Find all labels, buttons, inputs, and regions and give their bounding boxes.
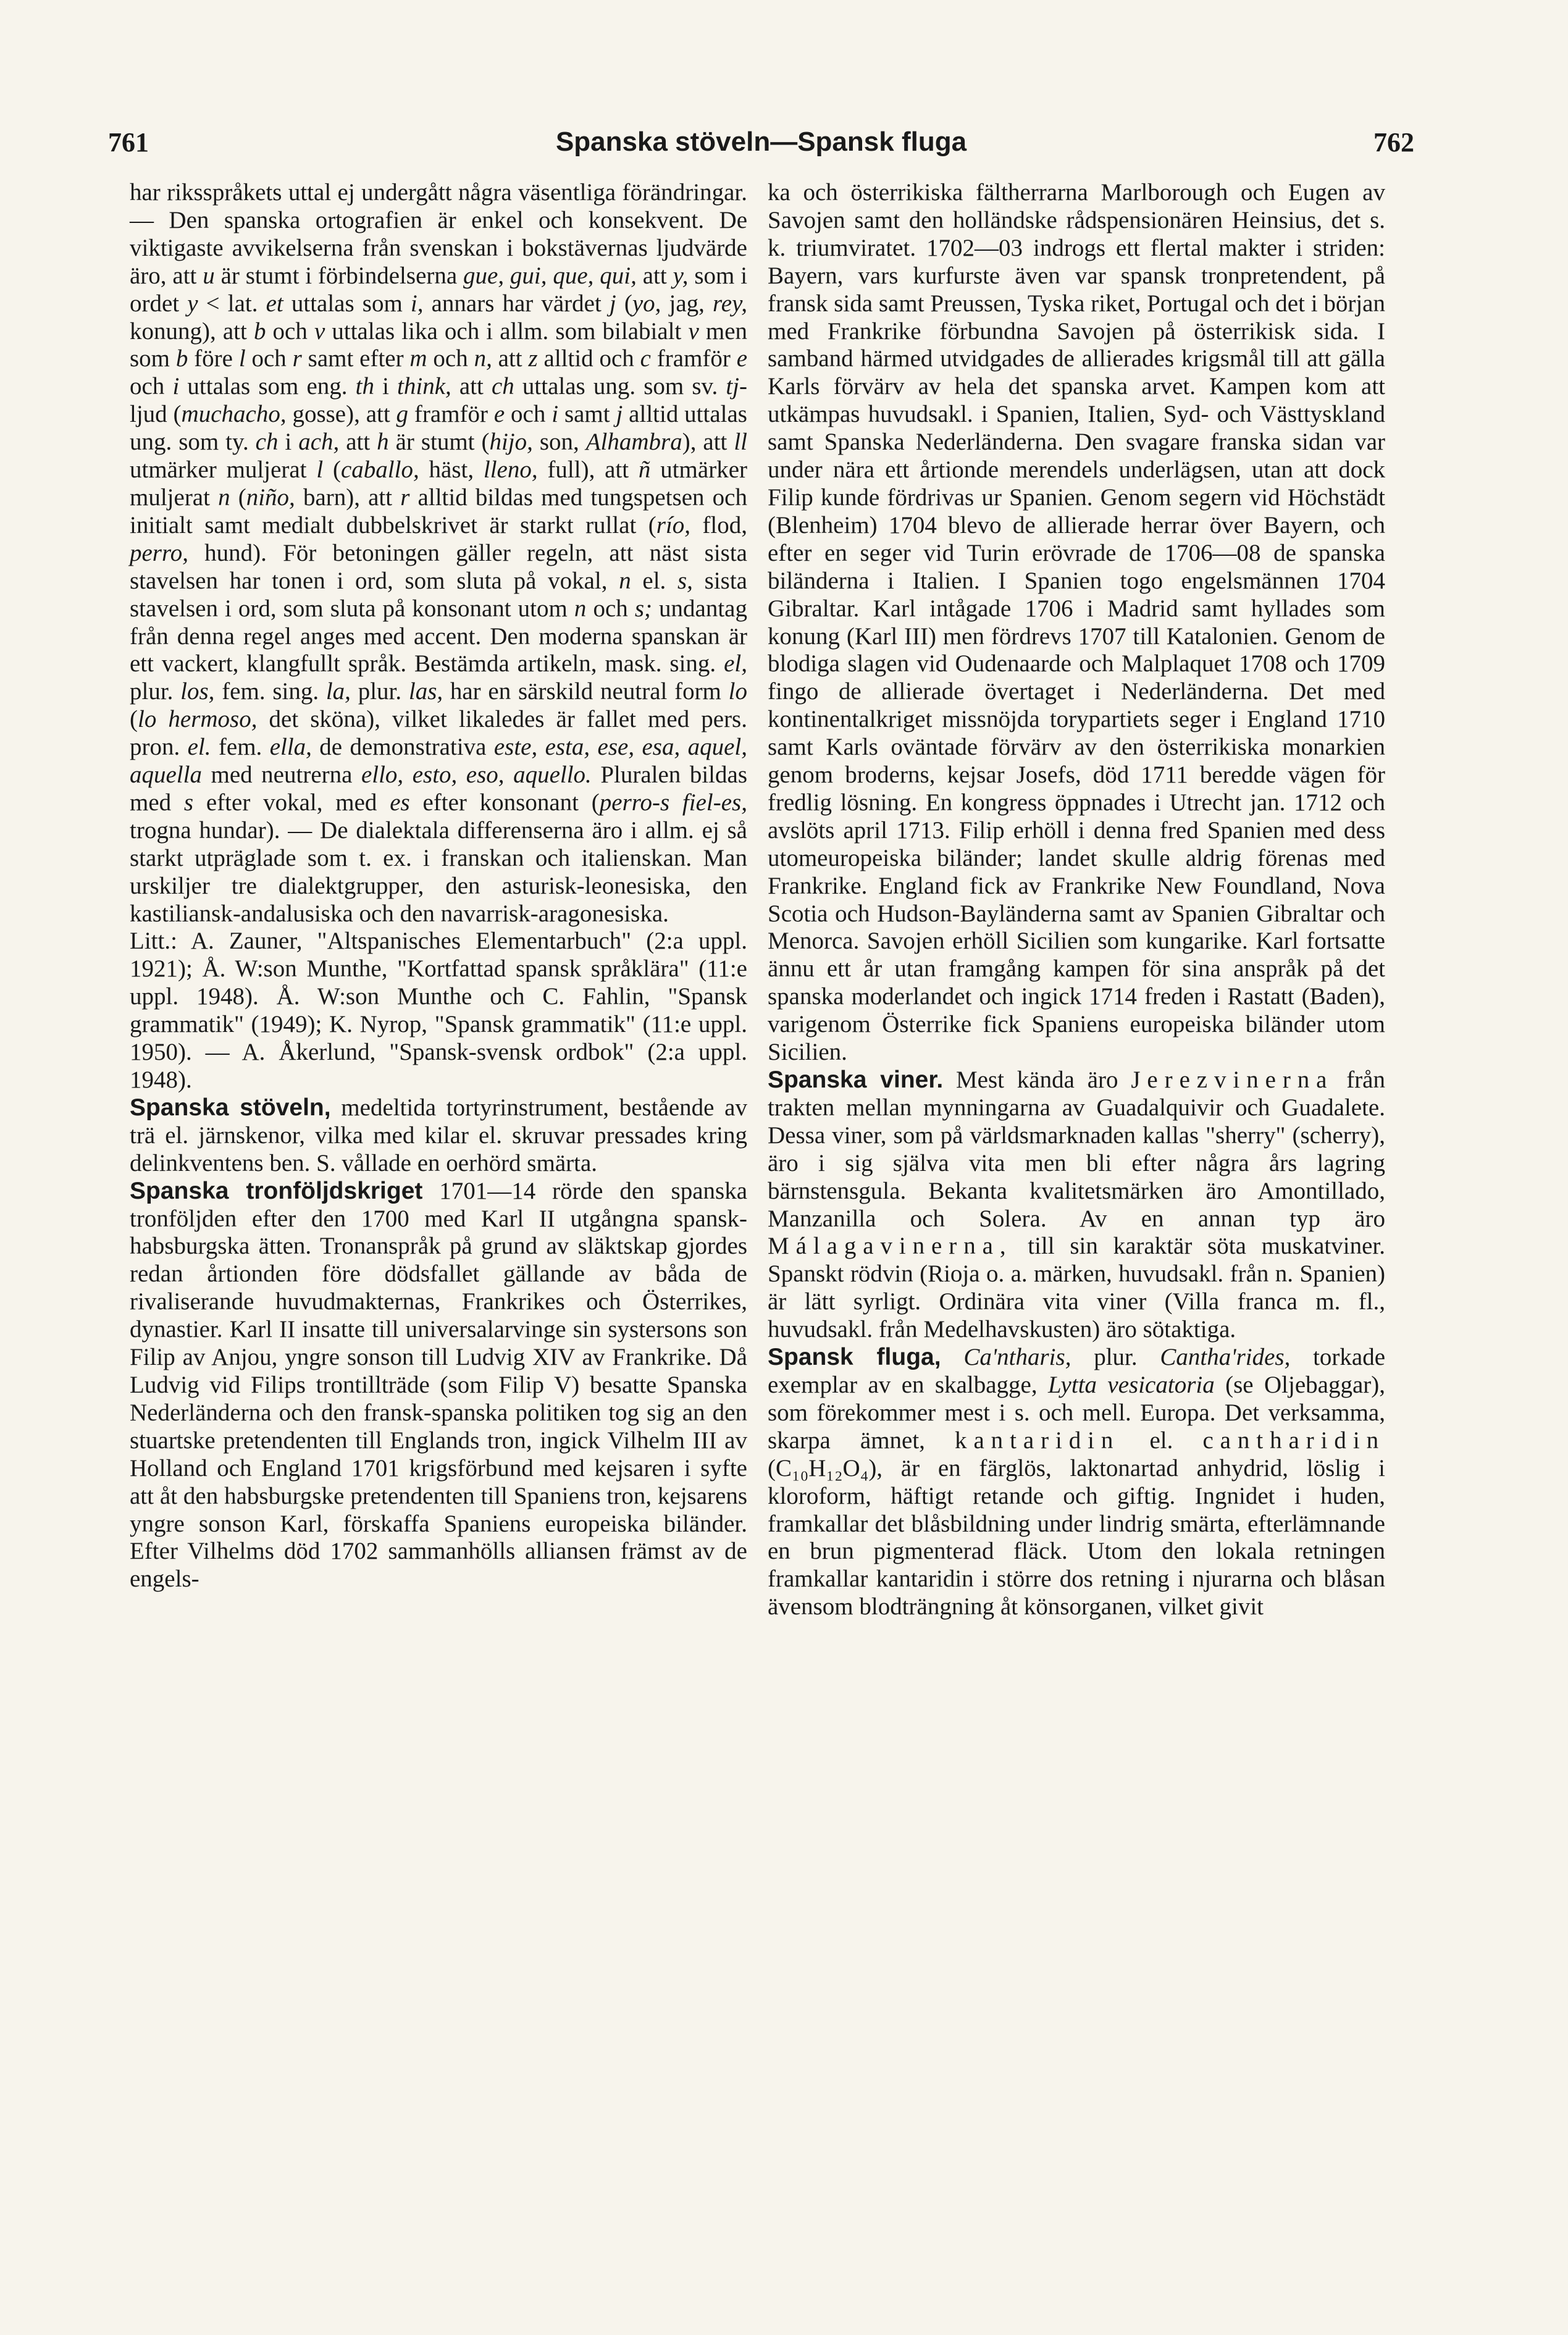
italic-term: b [253,317,266,345]
italic-term: h [377,429,389,456]
text-run: är stumt i förbindelserna [214,262,464,289]
italic-term: río, [656,511,691,539]
text-run: ( [130,706,138,733]
dictionary-entry [130,1178,747,1594]
dictionary-entry [130,1094,747,1178]
italic-term: y, [673,262,689,289]
italic-term: s [183,789,194,816]
text-run: har en särskild neutral form [443,678,729,705]
italic-term: et [266,290,283,317]
text-run: uttalas lika och i allm. som bilabialt [325,317,689,345]
italic-term: n [574,595,587,622]
italic-term: b [175,345,188,372]
text-run: i [278,429,299,456]
italic-term: gue, gui, que, qui, [463,262,637,289]
text-run: ), att [682,429,734,456]
text-run: jag, [661,290,713,317]
text-run: (se Oljebaggar), som förekommer mest i s. och mell. Europa. Det verksamma, skarpa ämnet, [768,1371,1385,1454]
italic-term: m [409,345,427,372]
spaced-term: Málagavinerna, [768,1233,1013,1260]
literature-note [130,928,747,1094]
italic-term: g [396,401,409,428]
text-run: trogna hundar). — De dialektala differenserna äro i allm. ej så starkt utpräglade som t. ex. i franskan och italienskan. Man urskiljer tre dialektgrupper, den asturisk-leonesiska, den kastiliansk-andalusiska och den navarrisk-aragonesiska. [130,816,747,927]
text-run: 1701—14 rörde den spanska tronföljden efter den 1700 med Karl II utgångna spansk-habsburgska ätten. Tronanspråk på grund av släktskap gjordes redan årtionden före dödsfallet gällande av båda de rivaliserande huvudmakternas, Frankrikes och Österrikes, dynastier. Karl II insatte till universalarvinge sin systersons son Filip av Anjou, yngre sonson till Ludvig XIV av Frankrike. Då Ludvig vid Filips trontillträde (som Filip V) besatte Spanska Nederländerna och den fransk-spanska politiken tog sig an den stuartske pretendenten till Englands tron, ingick Vilhelm III av Holland och England 1701 krigsförbund med kejsaren i syfte att åt den habsburgske pretendenten till Spaniens tron, kejsarens yngre sonson Karl, förskaffa Spaniens europeiska biländer. Efter Vilhelms död 1702 sammanhölls alliansen främst av de engels- [130,1177,748,1593]
spaced-term: Jerezvinerna [1131,1067,1334,1093]
text-run: framför [408,401,494,428]
entry-headword: Spanska viner. [768,1067,944,1093]
italic-term: yo, [632,290,661,317]
italic-term: e [493,401,505,428]
running-title: Spanska stöveln—Spansk fluga [555,127,967,157]
text-run: full), att [537,456,639,484]
italic-term: think, [397,373,451,400]
dictionary-entry [768,1344,1385,1621]
italic-term: lleno, [483,456,538,484]
italic-term: ach, [298,429,340,456]
text-run: alltid uttalas ung. som ty. [130,401,747,456]
italic-term: es [390,789,410,816]
italic-term: Alhambra [585,429,682,456]
text-run: och [505,401,552,428]
text-run: samt [558,401,616,428]
text-run: efter konsonant ( [409,789,600,816]
text-run: flod, [690,511,748,539]
entry-headword: Spansk fluga, [768,1344,941,1371]
italic-term: perro, [130,539,188,566]
text-run: son, [532,429,586,456]
italic-term: niño, [246,484,295,511]
text-run: att [492,345,529,372]
page-header [108,127,1414,164]
italic-term: caballo, [340,456,419,484]
text-run: men som [130,317,748,372]
text-run: som i ordet [130,262,748,317]
italic-term: l [316,456,324,484]
text-run: i [374,373,398,400]
italic-term: ch [492,373,514,400]
text-run: hund). För betoningen gäller regeln, att näst sista stavelsen har tonen i ord, som sluta på vokal, [130,539,747,594]
text-run: plur. [350,678,409,705]
text-run: undantag från denna regel anges med accent. Den moderna spanskan är ett vackert, klangfullt språk. Bestämda artikeln, mask. sing. [130,595,747,677]
italic-term: n [619,567,631,594]
italic-term: lo [728,678,747,705]
text-run: gosse), att [286,401,396,428]
text-run: och [245,345,293,372]
dictionary-entry [768,1067,1385,1344]
text-run: barn), att [295,484,401,511]
left-page-number: 761 [108,127,149,157]
italic-term: rey, [713,290,747,317]
italic-term: j [616,401,623,428]
text-run: alltid och [537,345,640,372]
text-run: el. [631,567,677,594]
text-run [941,1344,964,1370]
text-run: det sköna), vilket likaledes är fallet med pers. pron. [130,706,747,761]
italic-term: i, [410,290,424,317]
italic-term: z [528,345,538,372]
italic-term: u [203,262,215,289]
italic-term: ello, esto, eso, aquello. [361,761,592,789]
continued-text [130,179,747,928]
entry-headword: Spanska tronföljdskriget [130,1177,423,1204]
text-run: från trakten mellan mynningarna av Guadalquivir och Guadalete. Dessa viner, som på världsmarknaden kallas "sherry" (scherry), äro i sig själva vita men bli efter några års lagring bärnstensgula. Bekanta kvalitetsmärken äro Amontillado, Manzanilla och Solera. Av en annan typ äro [768,1067,1385,1232]
italic-term: hijo, [489,429,533,456]
italic-term: ll [734,429,747,456]
text-run: plur. [130,678,181,705]
italic-term: l [238,345,246,372]
text-run: el. [1120,1427,1203,1454]
left-column [130,179,747,1593]
italic-term: v [688,317,699,345]
text-run: konung), att [130,317,254,345]
text-run: framför [650,345,737,372]
italic-term: las, [408,678,443,705]
italic-term: tj [726,373,740,400]
italic-term: s; [634,595,652,622]
text-run: (C₁₀H₁₂O₄), är en färglös, laktonartad anhydrid, löslig i kloroform, häftigt retande och giftig. Ingnidet i huden, framkallar det blåsbildning under lindrig smärta, efterlämnande en brun pigmenterad fläck. Utom den lokala retningen framkallar kantaridin i större dos retning i njurarna och blåsan ävensom blodträngning åt könsorganen, vilket givit [768,1454,1385,1620]
italic-term: el, [724,650,747,677]
text-run: ( [230,484,246,511]
italic-term: n [218,484,230,511]
text-run: fem. sing. [214,678,326,705]
text-run: ( [323,456,341,484]
italic-term: r [292,345,302,372]
italic-term: este, esta, ese, esa, aquel, aquella [130,734,747,789]
right-page-number: 762 [1373,127,1414,157]
text-run: < lat. [198,290,266,317]
text-run: uttalas som eng. [179,373,356,400]
text-run: häst, [419,456,484,484]
italic-term: s, [677,567,693,594]
italic-term: th [355,373,374,400]
text-run: ka och österrikiska fältherrarna Marlborough och Eugen av Savojen samt den holländske rådspensionären Heinsius, det s. k. triumviratet. 1702—03 indrogs ett flertal makter i striden: Bayern, vars kurfurste även var spansk tronpretendent, på fransk sida samt Preussen, Tyska riket, Portugal och det i början med Frankrike förbundna Savojen på österrikisk sida. I samband härmed utvidgades de allierades krigsmål till att gälla Karls förvärv av hela det spanska arvet. Kampen kom att utkämpas huvudsakl. i Spanien, Italien, Syd- och Västtyskland samt Spanska Nederländerna. Den svagare franska sidan var under nära ett årtionde merendels underlägsen, utan att dock Filip kunde fördrivas ur Spanien. Genom segern vid Höchstädt (Blenheim) 1704 blevo de allierade herrar över Bayern, och efter en seger vid Turin erövrade de 1706—08 de spanska biländerna i Italien. I Spanien togo engelsmännen 1704 Gibraltar. Karl intågade 1706 i Madrid samt hyllades som konung (Karl III) men fördrevs 1707 till Katalonien. Genom de blodiga slagen vid Oudenaarde och Malplaquet 1708 och 1709 fingo de allierade övertaget i Nederländerna. Det med kontinentalkriget missnöjda torypartiets seger i England 1710 samt Karls oväntade förvärv av den österrikiska monarkien genom broderns, kejsar Josefs, död 1711 beredde vägen för fredlig lösning. En kongress öppnades i Utrecht jan. 1712 och avslöts april 1713. Filip erhöll i denna fred Spanien med dess utomeuropeiska biländer; landet skulle aldrig förenas med Frankrike. England fick av Frankrike New Foundland, Nova Scotia och Hudson-Bayländerna samt av Spanien Gibraltar och Menorca. Savojen erhöll Sicilien som kungarike. Karl fortsatte ännu ett år utan framgång kampen för sina anspråk på det spanska moderlandet och ingick 1714 freden i Rastatt (Baden), varigenom Österrike fick Spaniens europeiska biländer utom Sicilien. [768,179,1385,1066]
right-column [768,179,1385,1621]
text-run: och [130,373,173,400]
entry-headword: Spanska stöveln, [130,1094,331,1121]
text-run: de demonstrativa [311,734,494,761]
italic-term: n, [474,345,492,372]
text-run: alltid bildas med tungspetsen och initialt samt medialt dubbelskrivet är starkt rullat ( [130,484,747,539]
text-run: uttalas som [283,290,411,317]
text-run: är stumt ( [388,429,490,456]
text-run: att [339,429,377,456]
spaced-term: kantaridin [955,1427,1120,1454]
text-run: sista stavelsen i ord, som sluta på konsonant utom [130,567,747,622]
text-run: samt efter [301,345,410,372]
italic-term: lo hermoso, [138,706,258,733]
italic-term: muchacho, [181,401,287,428]
text-run: att [451,373,492,400]
text-run: utmärker muljerat [130,456,317,484]
text-run: annars har värdet [423,290,610,317]
italic-term: y [187,290,198,317]
text-run: Litt.: A. Zauner, "Altspanisches Elementarbuch" (2:a uppl. 1921); Å. W:son Munthe, "Kortfattad spansk språklära" (11:e uppl. 1948). Å. W:son Munthe och C. Fahlin, "Spansk grammatik" (1949); K. Nyrop, "Spansk grammatik" (11:e uppl. 1950). — A. Åkerlund, "Spansk-svensk ordbok" (2:a uppl. 1948). [130,928,747,1093]
text-run: -ljud ( [130,373,748,428]
text-run: uttalas ung. som sv. [514,373,726,400]
text-run: med neutrerna [201,761,361,789]
italic-term: perro-s fiel-es, [599,789,747,816]
continued-text [768,179,1385,1067]
italic-term: v [314,317,325,345]
italic-term: i [172,373,180,400]
text-run: före [188,345,239,372]
italic-term: e [736,345,748,372]
text-run: Mest kända äro [943,1067,1131,1093]
italic-term: r [400,484,410,511]
text-run: och [266,317,314,345]
italic-term: los, [180,678,215,705]
text-run: till sin karaktär söta muskatviner. Spanskt rödvin (Rioja o. a. märken, huvudsakl. från n. Spanien) är lätt syrligt. Ordinära vita viner (Villa franca m. fl., huvudsakl. från Medelhavskusten) äro sötaktiga. [768,1233,1385,1343]
text-run: ( [616,290,632,317]
italic-term: Cantha'rides, [1160,1344,1291,1371]
text-run: att [636,262,673,289]
italic-term: j [609,290,616,317]
italic-term: Lytta vesicatoria [1048,1371,1215,1398]
italic-term: el. [187,734,211,761]
text-run: Pluralen bildas med [130,761,747,816]
text-run: torkade exemplar av en skalbagge, [768,1344,1386,1398]
text-run: plur. [1071,1344,1160,1371]
italic-term: Ca'ntharis, [963,1344,1071,1371]
italic-term: i [551,401,559,428]
text-run: fem. [211,734,270,761]
spaced-term: cantharidin [1202,1427,1385,1454]
italic-term: ch [255,429,279,456]
italic-term: ella, [269,734,312,761]
text-run: och [427,345,474,372]
italic-term: la, [325,678,351,705]
text-run: och [586,595,635,622]
text-run: efter vokal, med [193,789,390,816]
italic-term: ñ [638,456,651,484]
italic-term: c [640,345,651,372]
text-run: medeltida tortyrinstrument, bestående av trä el. järnskenor, vilka med kilar el. skruvar pressades kring delinkventens ben. S. vållade en oerhörd smärta. [130,1094,747,1176]
text-run: har riksspråkets uttal ej undergått några väsentliga förändringar. — Den spanska ortografien är enkel och konsekvent. De viktigaste avvikelserna från svenskan i bokstävernas ljudvärde äro, att [130,179,747,289]
text-run: utmärker muljerat [130,456,747,511]
